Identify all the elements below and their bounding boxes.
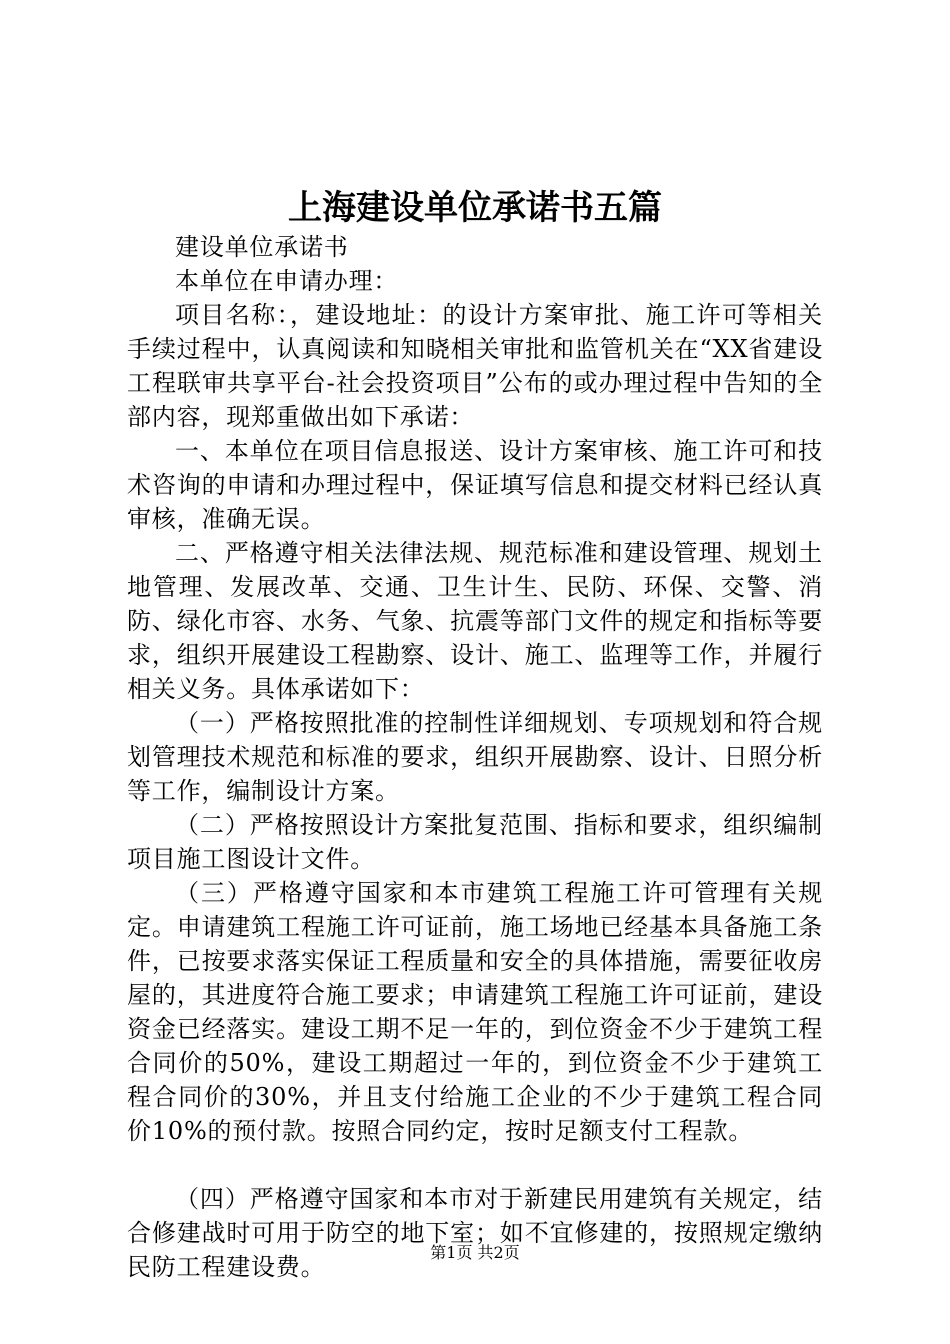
document-body: [127, 230, 823, 1284]
page-title: 上海建设单位承诺书五篇: [288, 188, 662, 228]
paragraph-commitment-1: 一、本单位在项目信息报送、设计方案审核、施工许可和技术咨询的申请和办理过程中，保证填写信息和提交材料已经认真审核，准确无误。: [127, 437, 823, 533]
paragraph-project: 项目名称：，建设地址：的设计方案审批、施工许可等相关手续过程中，认真阅读和知晓相关审批和监管机关在“XX省建设工程联审共享平台-社会投资项目”公布的或办理过程中告知的全部内容，现郑重做出如下承诺：: [127, 301, 823, 431]
paragraph-item-3: （三）严格遵守国家和本市建筑工程施工许可管理有关规定。申请建筑工程施工许可证前，施工场地已经基本具备施工条件，已按要求落实保证工程质量和安全的具体措施，需要征收房屋的，其进度符合施工要求；申请建筑工程施工许可证前，建设资金已经落实。建设工期不足一年的，到位资金不少于建筑工程合同价的50%，建设工期超过一年的，到位资金不少于建筑工程合同价的30%，并且支付给施工企业的不少于建筑工程合同价10%的预付款。按照合同约定，按时足额支付工程款。: [127, 879, 823, 1145]
paragraph-heading: 建设单位承诺书: [175, 233, 349, 261]
paragraph-item-2: （二）严格按照设计方案批复范围、指标和要求，组织编制项目施工图设计文件。: [127, 811, 823, 873]
page-footer: 第1页 共2页: [430, 1243, 520, 1262]
paragraph-item-1: （一）严格按照批准的控制性详细规划、专项规划和符合规划管理技术规范和标准的要求，组织开展勘察、设计、日照分析等工作，编制设计方案。: [127, 709, 823, 805]
paragraph-intro: 本单位在申请办理：: [175, 267, 399, 295]
paragraph-commitment-2: 二、严格遵守相关法律法规、规范标准和建设管理、规划土地管理、发展改革、交通、卫生计生、民防、环保、交警、消防、绿化市容、水务、气象、抗震等部门文件的规定和指标等要求，组织开展建设工程勘察、设计、施工、监理等工作，并履行相关义务。具体承诺如下：: [127, 539, 823, 703]
paragraph-item-4: （四）严格遵守国家和本市对于新建民用建筑有关规定，结合修建战时可用于防空的地下室；如不宜修建的，按照规定缴纳民防工程建设费。: [127, 1185, 823, 1281]
